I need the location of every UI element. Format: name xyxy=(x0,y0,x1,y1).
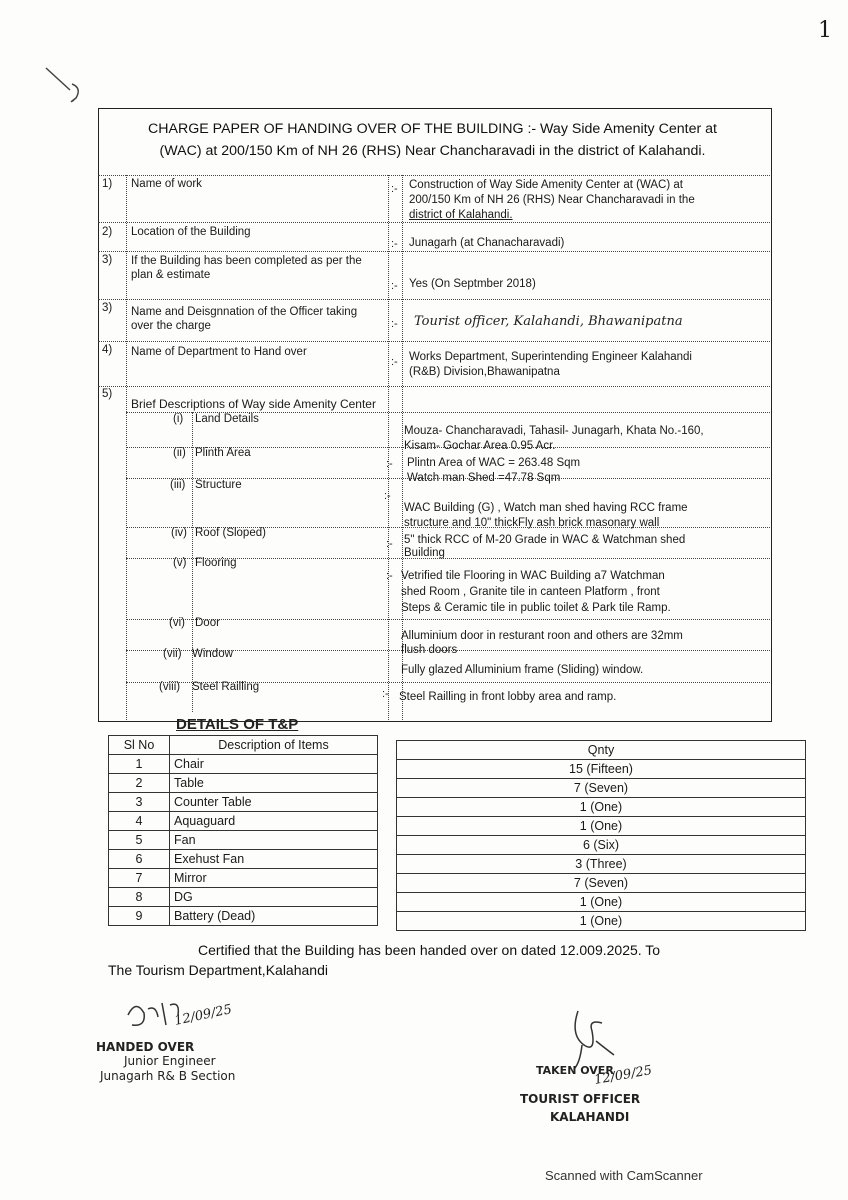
table-row: 1 Chair xyxy=(109,755,378,774)
table-row: 1 (One) xyxy=(397,817,806,836)
col-header-sl: Sl No xyxy=(109,736,170,755)
value-officer-handwritten: Tourist officer, Kalahandi, Bhawanipatna xyxy=(414,314,683,329)
page-number-mark: 1 xyxy=(818,18,832,43)
table-row xyxy=(397,741,806,760)
separator: :- xyxy=(391,280,398,292)
row-number: 5) xyxy=(102,388,113,400)
detail-value-roof: 5" thick RCC of M-20 Grade in WAC & Watchman shed Building xyxy=(404,534,686,559)
detail-label-railing: Steel Railling xyxy=(192,681,260,693)
detail-value-door: Alluminium door in resturant roon and others are 32mm flush doors xyxy=(401,630,683,656)
detail-label-door: Door xyxy=(195,617,220,629)
table-row: 7 (Seven) xyxy=(397,779,806,798)
table-row: 1 (One) xyxy=(397,798,806,817)
col-header-qty: Qnty xyxy=(397,741,806,760)
scanner-footer: Scanned with CamScanner xyxy=(545,1168,703,1183)
table-row: 4 Aquaguard xyxy=(109,812,378,831)
detail-value-window: Fully glazed Alluminium frame (Sliding) window. xyxy=(401,664,644,676)
table-row: 7 Mirror xyxy=(109,869,378,888)
table-row xyxy=(109,736,378,755)
detail-value-structure: WAC Building (G) , Watch man shed having RCC frame structure and 10" thickFly ash brick masonary wall xyxy=(404,502,688,529)
separator: :- xyxy=(391,318,398,330)
table-row: 8 DG xyxy=(109,888,378,907)
value-department: Works Department, Superintending Engineer Kalahandi (R&B) Division,Bhawanipatna xyxy=(409,351,692,378)
certificate-line-2: The Tourism Department,Kalahandi xyxy=(108,962,328,978)
table-row: 15 (Fifteen) xyxy=(397,760,806,779)
corner-mark-icon xyxy=(40,60,100,110)
taken-over-label: TAKEN OVER xyxy=(536,1064,614,1077)
tp-heading: DETAILS OF T&P xyxy=(176,716,299,733)
row-number: 3) xyxy=(102,254,113,266)
title-line-1: CHARGE PAPER OF HANDING OVER OF THE BUILDING :- Way Side Amenity Center at xyxy=(148,121,717,137)
table-row: 1 (One) xyxy=(397,893,806,912)
detail-label-flooring: Flooring xyxy=(195,557,237,569)
taken-over-date: 12/09/25 xyxy=(593,1063,654,1088)
row-label-completed: If the Building has been completed as per the plan & estimate xyxy=(131,255,362,281)
row-number: 1) xyxy=(102,178,113,190)
detail-number: (vii) xyxy=(163,648,182,660)
table-row: 7 (Seven) xyxy=(397,874,806,893)
handed-over-designation: Junior Engineer xyxy=(124,1054,216,1068)
detail-number: (viii) xyxy=(159,681,181,693)
separator: :- xyxy=(386,458,393,470)
table-row: 3 (Three) xyxy=(397,855,806,874)
value-name-of-work: Construction of Way Side Amenity Center at (WAC) at 200/150 Km of NH 26 (RHS) Near Chancharavadi in the district of Kalahandi. xyxy=(409,179,695,221)
detail-value-flooring: Vetrified tile Flooring in WAC Building a7 Watchman shed Room , Granite tile in canteen Platform , front Steps & Ceramic tile in public toilet & Park tile Ramp. xyxy=(401,570,671,614)
row-label-department: Name of Department to Hand over xyxy=(131,346,307,358)
handed-over-date: 12/09/25 xyxy=(173,1002,234,1029)
title-line-2: (WAC) at 200/150 Km of NH 26 (RHS) Near Chancharavadi in the district of Kalahandi. xyxy=(159,143,706,159)
table-row: 3 Counter Table xyxy=(109,793,378,812)
table-row: 6 (Six) xyxy=(397,836,806,855)
table-row: 1 (One) xyxy=(397,912,806,931)
separator: :- xyxy=(386,570,393,582)
tp-items-table xyxy=(108,735,378,926)
tp-quantity-table xyxy=(396,740,806,931)
detail-value-railing: Steel Railling in front lobby area and ramp. xyxy=(399,691,617,703)
taken-over-district: KALAHANDI xyxy=(550,1110,630,1124)
table-row: 9 Battery (Dead) xyxy=(109,907,378,926)
table-row: 2 Table xyxy=(109,774,378,793)
detail-number: (v) xyxy=(173,557,187,569)
separator: :- xyxy=(391,356,398,368)
table-row: 5 Fan xyxy=(109,831,378,850)
separator: :- xyxy=(391,183,398,195)
handed-over-label: HANDED OVER xyxy=(96,1040,195,1054)
detail-number: (iii) xyxy=(170,479,186,491)
detail-number: (vi) xyxy=(169,617,185,629)
detail-number: (ii) xyxy=(173,447,186,459)
row-label-officer: Name and Deisgnnation of the Officer taking over the charge xyxy=(131,306,358,332)
detail-number: (i) xyxy=(173,413,184,425)
separator: :- xyxy=(384,490,391,502)
detail-number: (iv) xyxy=(171,527,187,539)
row-number: 4) xyxy=(102,344,113,356)
row-number: 3) xyxy=(102,302,113,314)
detail-value-land: Mouza- Chancharavadi, Tahasil- Junagarh, Khata No.-160, Kisam- Gochar Area 0.95 Acr. xyxy=(404,425,704,452)
separator: :- xyxy=(382,688,389,700)
detail-label-roof: Roof (Sloped) xyxy=(195,527,266,539)
document-title xyxy=(100,118,765,162)
row-number: 2) xyxy=(102,226,113,238)
value-completed: Yes (On Septmber 2018) xyxy=(409,278,536,290)
separator: :- xyxy=(391,238,398,250)
detail-value-plinth: Plintn Area of WAC = 263.48 Sqm Watch man Shed =47.78 Sqm xyxy=(407,457,581,484)
detail-label-plinth: Plinth Area xyxy=(195,447,251,459)
detail-label-land: Land Details xyxy=(195,413,259,425)
row-label-location: Location of the Building xyxy=(131,226,251,238)
value-location: Junagarh (at Chanacharavadi) xyxy=(409,237,565,249)
row-label-brief: Brief Descriptions of Way side Amenity Center xyxy=(131,397,376,411)
table-row: 6 Exehust Fan xyxy=(109,850,378,869)
taken-over-designation: TOURIST OFFICER xyxy=(520,1092,641,1106)
certificate-line-1: Certified that the Building has been handed over on dated 12.009.2025. To xyxy=(198,942,661,958)
detail-label-window: Window xyxy=(192,648,233,660)
handed-over-section: Junagarh R& B Section xyxy=(100,1069,236,1083)
col-header-desc: Description of Items xyxy=(170,736,378,755)
separator: :- xyxy=(386,538,393,550)
detail-label-structure: Structure xyxy=(195,479,242,491)
row-label-name-of-work: Name of work xyxy=(131,178,202,190)
